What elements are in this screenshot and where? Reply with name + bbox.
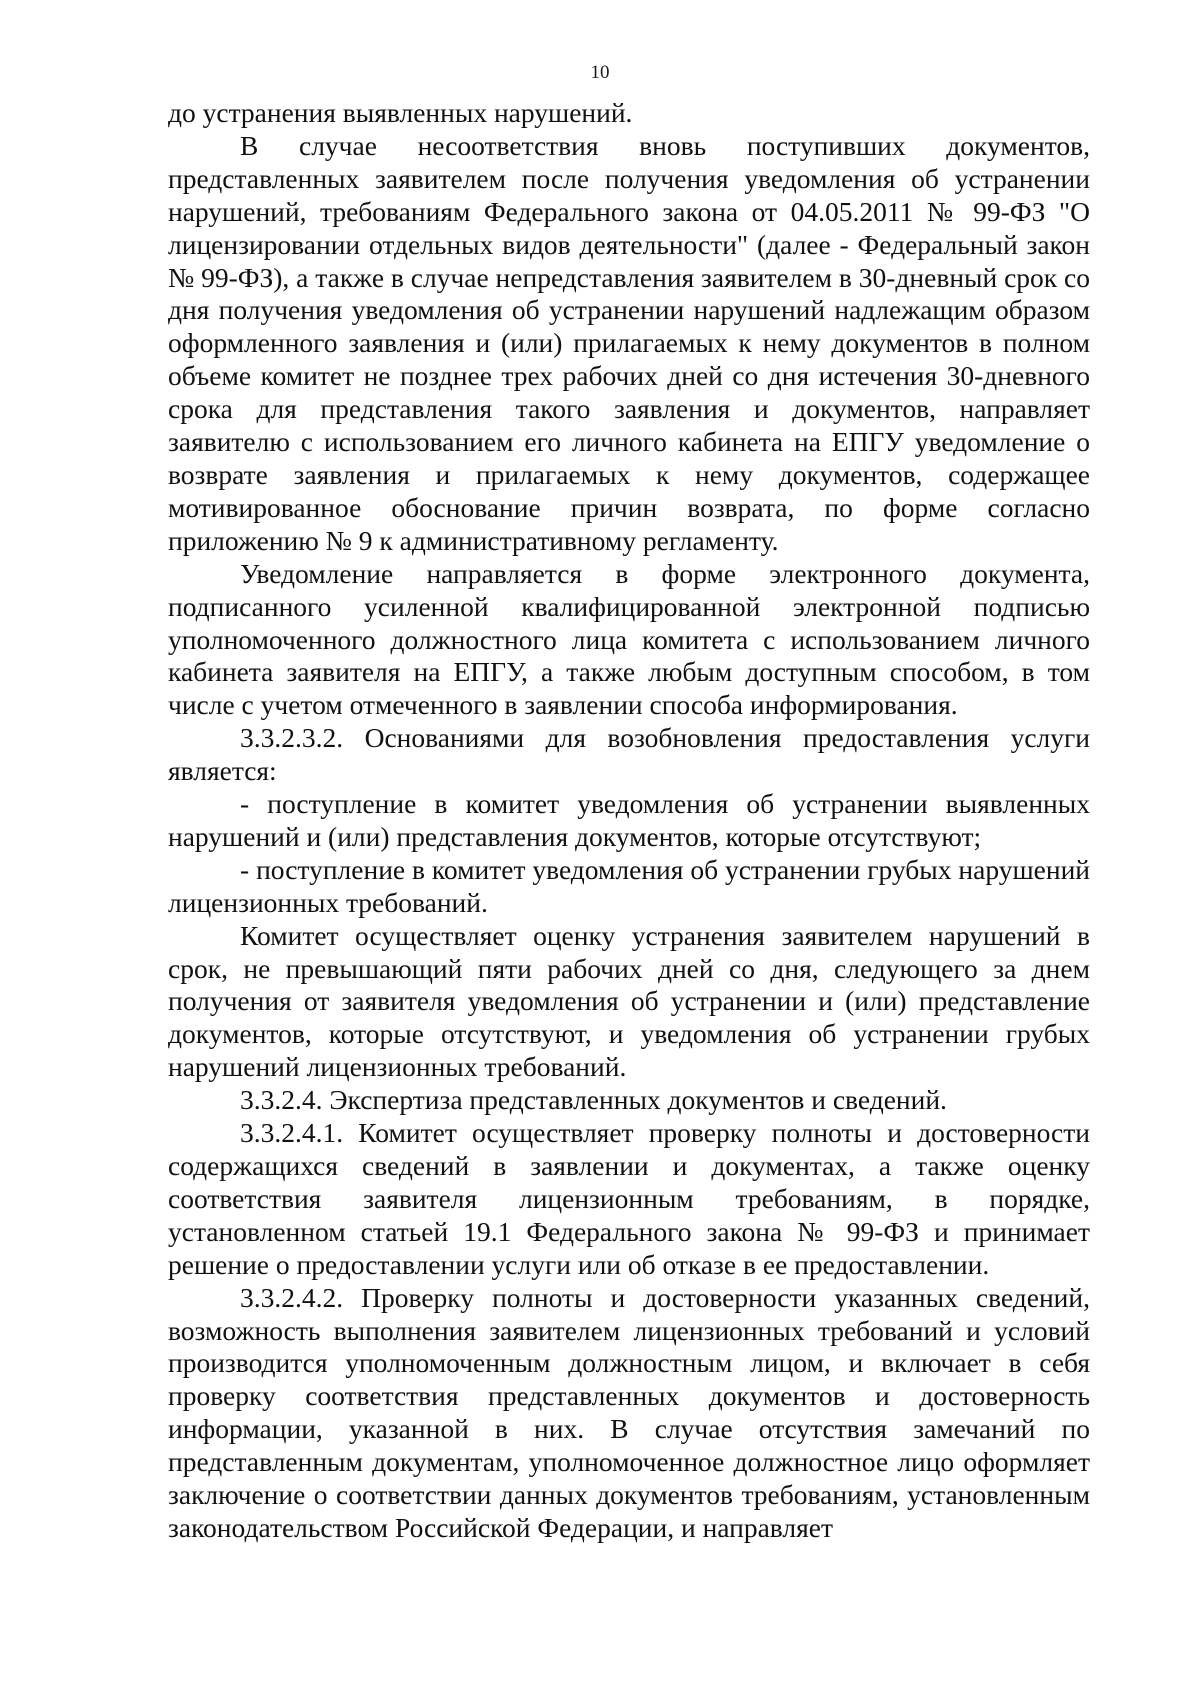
paragraph-3-3-2-4-2: 3.3.2.4.2. Проверку полноты и достоверности указанных сведений, возможность выполнения заявителем лицензионных требований и условий производится уполномоченным должностным лицом, и включает в себя проверку соответствия представленных документов и достоверность информации, указанной в них. В случае отсутствия замечаний по представленным документам, уполномоченное должностное лицо оформляет заключение о соответствии данных документов требованиям, установленным законодательством Российской Федерации, и направляет bbox=[168, 1281, 1090, 1543]
page-number: 10 bbox=[590, 62, 610, 83]
paragraph-3-3-2-4-1: 3.3.2.4.1. Комитет осуществляет проверку полноты и достоверности содержащихся сведений в заявлении и документах, а также оценку соответствия заявителя лицензионным требованиям, в порядке, установленном статьей 19.1 Федерального закона № 99-ФЗ и принимает решение о предоставлении услуги или об отказе в ее предоставлении. bbox=[168, 1117, 1090, 1280]
paragraph-committee-assessment: Комитет осуществляет оценку устранения заявителем нарушений в срок, не превышающий пяти рабочих дней со дня, следующего за днем получения от заявителя уведомления об устранении и (или) представление документов, которые отсутствуют, и уведомления об устранении грубых нарушений лицензионных требований. bbox=[168, 919, 1090, 1083]
document-body bbox=[168, 97, 1090, 1545]
paragraph-return-notice: В случае несоответствия вновь поступивших документов, представленных заявителем после получения уведомления об устранении нарушений, требованиям Федерального закона от 04.05.2011 № 99-ФЗ "О лицензировании отдельных видов деятельности" (далее - Федеральный закон № 99-ФЗ), а также в случае непредставления заявителем в 30-дневный срок со дня получения уведомления об устранении нарушений надлежащим образом оформленного заявления и (или) прилагаемых к нему документов в полном объеме комитет не позднее трех рабочих дней со дня истечения 30-дневного срока для представления такого заявления и документов, направляет заявителю с использованием его личного кабинета на ЕПГУ уведомление о возврате заявления и прилагаемых к нему документов, содержащее мотивированное обоснование причин возврата, по форме согласно приложению № 9 к административному регламенту. bbox=[168, 129, 1091, 556]
list-item-violations-fixed: - поступление в комитет уведомления об устранении выявленных нарушений и (или) представления документов, которые отсутствуют; bbox=[168, 788, 1090, 852]
heading-3-3-2-4: 3.3.2.4. Экспертиза представленных документов и сведений. bbox=[240, 1084, 947, 1116]
paragraph-3-3-2-3-2: 3.3.2.3.2. Основаниями для возобновления предоставления услуги является: bbox=[168, 722, 1090, 787]
list-item-gross-violations-fixed: - поступление в комитет уведомления об устранении грубых нарушений лицензионных требований. bbox=[168, 853, 1090, 918]
paragraph-electronic-notification: Уведомление направляется в форме электронного документа, подписанного усиленной квалифицированной электронной подписью уполномоченного должностного лица комитета с использованием личного кабинета заявителя на ЕПГУ, а также любым доступным способом, в том числе с учетом отмеченного в заявлении способа информирования. bbox=[168, 557, 1090, 721]
paragraph-continuation: до устранения выявленных нарушений. bbox=[168, 97, 633, 128]
